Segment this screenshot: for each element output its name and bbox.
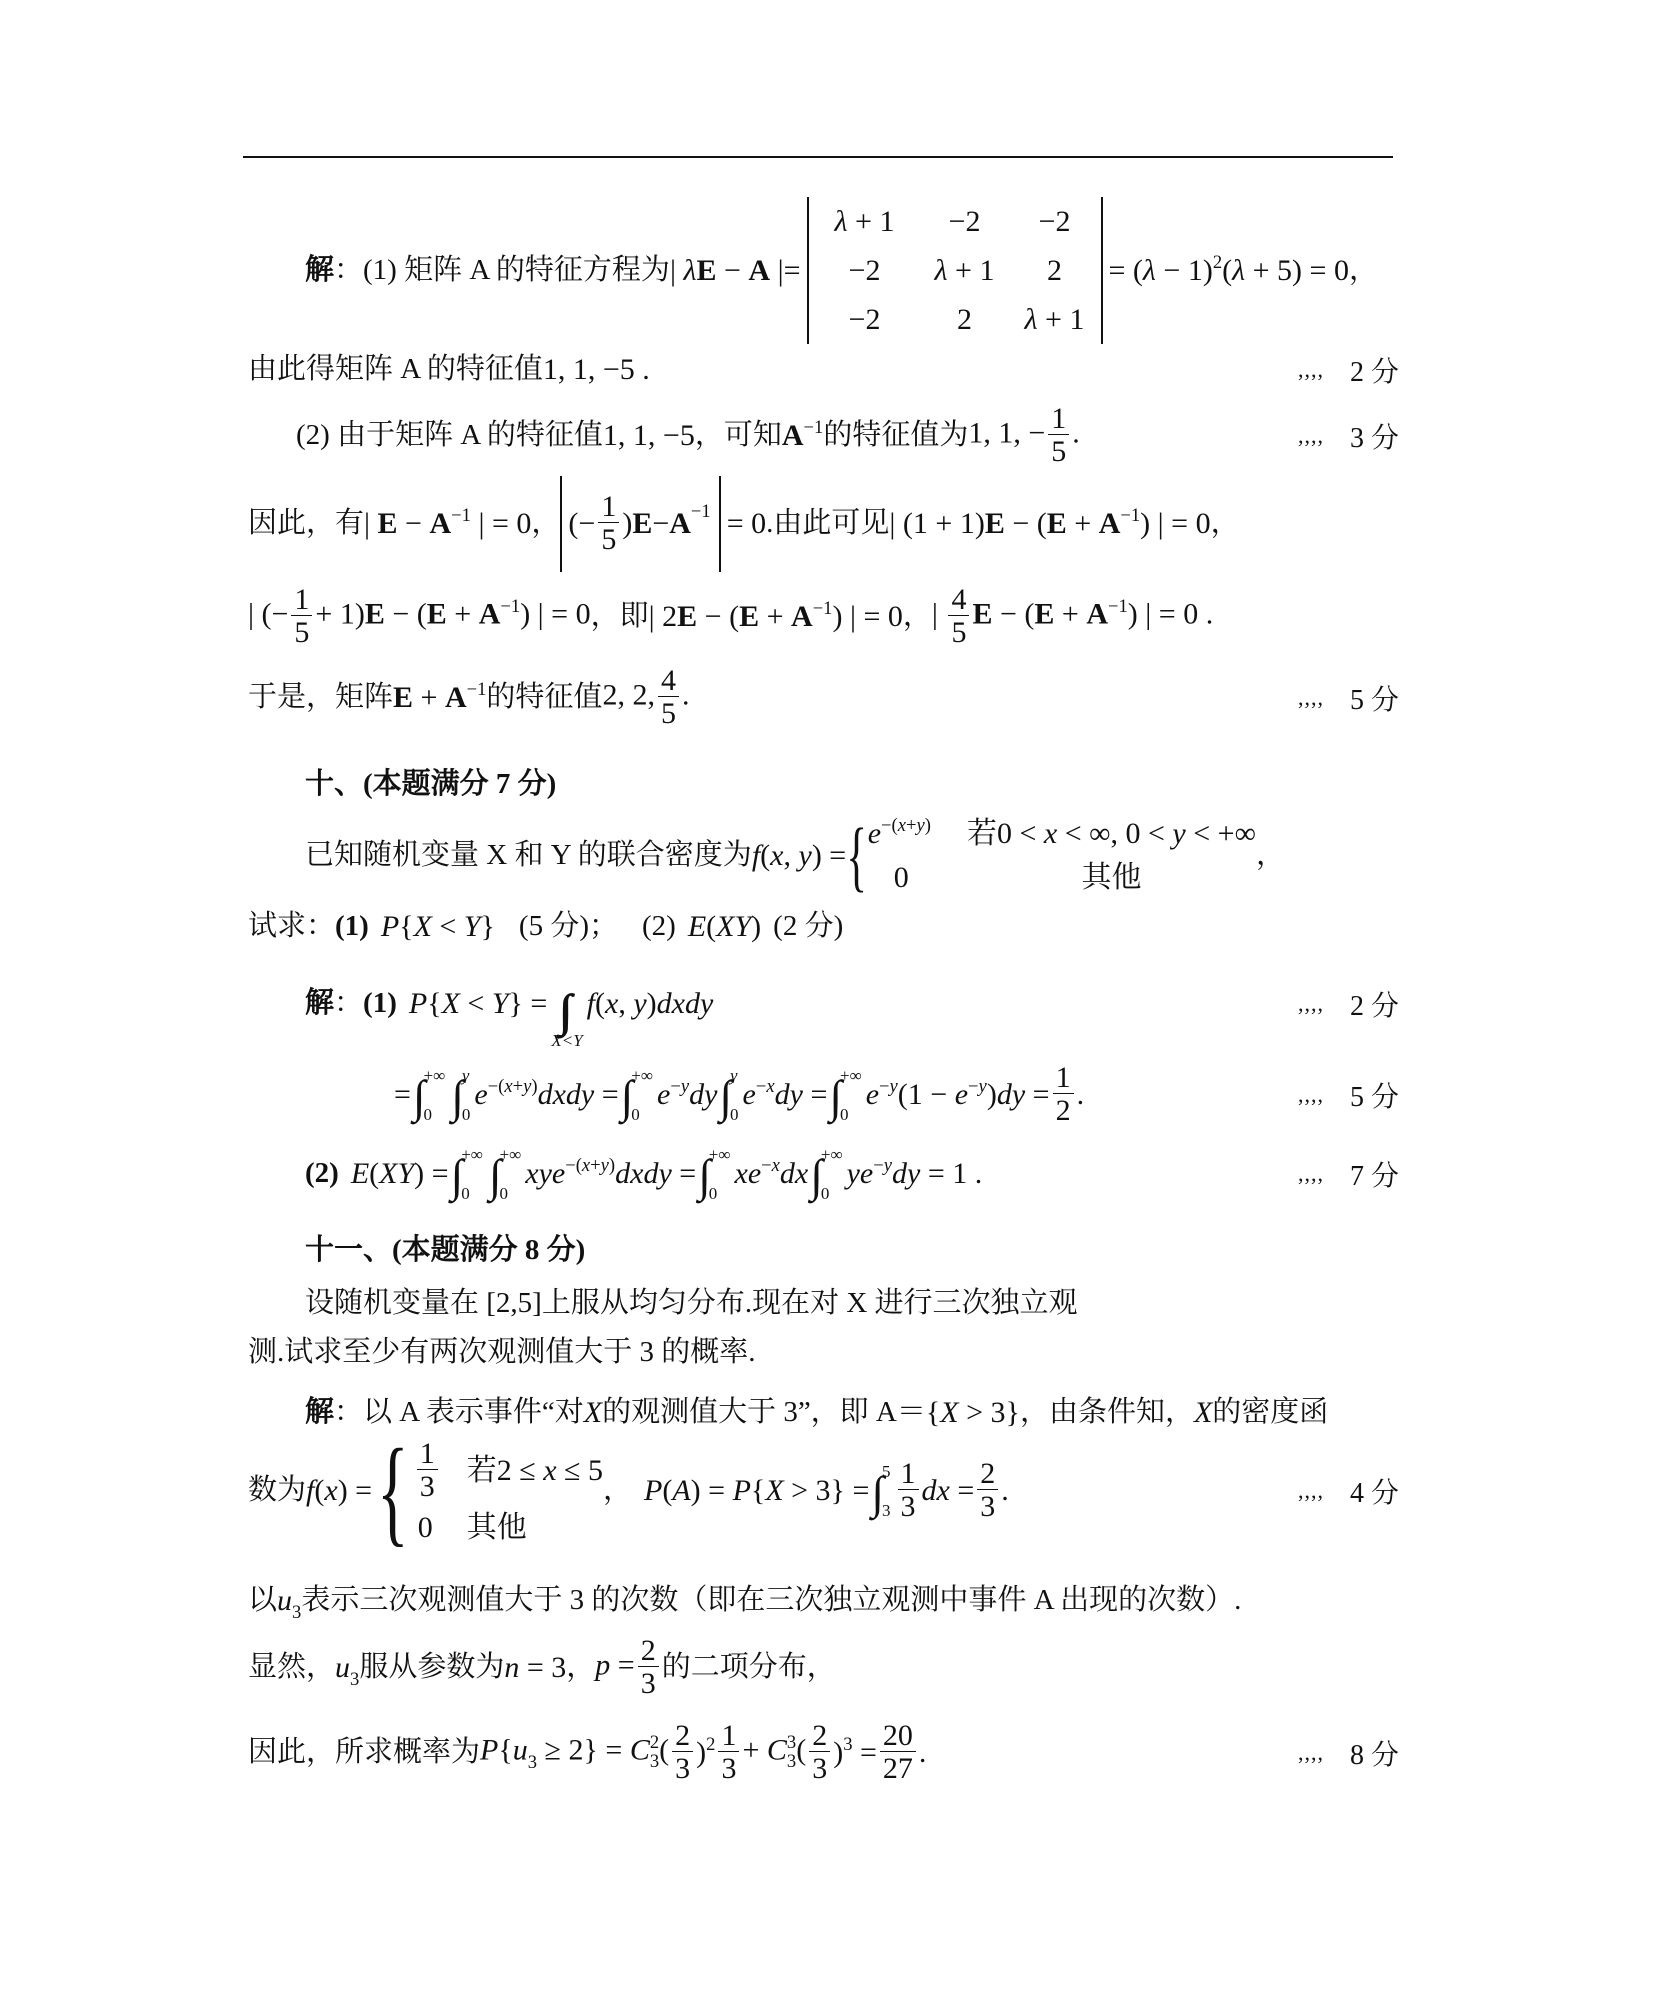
score-mark: ,,,, 2 分 bbox=[1298, 356, 1400, 388]
solution-11-line-2: 数为 f(x) = { $\frac{1}{3}$ 若2 ≤ x ≤ 5 0 其他 ， P(A) = P{X > 3} = ∫ 5 3 $\frac{1}{3}$ dx = $\frac{2}{3}$ . bbox=[248, 1423, 1009, 1557]
solution-line-3: (2) 由于矩阵 A 的特征值 1, 1, −5 ，可知 $A^{-1}$ 的特征值为 1, 1, − $\frac{1}{5}$ . bbox=[296, 401, 1080, 469]
solution-10-part1: 解 ： (1) P{X < Y} = X<Y f(x, y)dxdy bbox=[305, 986, 714, 1050]
score-mark: ,,,, 8 分 bbox=[1298, 1739, 1400, 1771]
solution-11-line-1: 解 ：以 A 表示事件“对 X 的观测值大于 3”，即 A＝ {X > 3} ，由条件知， X 的密度函 bbox=[305, 1395, 1329, 1429]
brace: { bbox=[846, 811, 868, 899]
score-mark: ,,,, 5 分 bbox=[1298, 1081, 1400, 1113]
solution-11-line-5: 因此，所求概率为 $P\{u_3 \ge 2\} = C$ 2 3 ( $\frac{2}{3}$ )$^2$ $\frac{1}{3}$ + C 3 3 ( $\frac{2}{3}$ )$^3$ = $\frac{20}{27}$ . bbox=[248, 1718, 927, 1786]
solution-10-part2: (2) E(XY) = ∫ +∞ 0 ∫ +∞ 0 xye$^{-(x+y)}$dxdy = ∫ +∞ 0 $xe^{-x}dx$ ∫ +∞ 0 $ye^{-y}dy = 1$ . bbox=[305, 1144, 983, 1203]
score-mark: ,,,, 2 分 bbox=[1298, 990, 1400, 1022]
score-mark: ,,,, 5 分 bbox=[1298, 684, 1400, 716]
solution-line-5: | (− $\frac{1}{5}$ + $1)E - (E + A^{-1})$ | = 0 ，即 | $2E - (E + A^{-1})$ | = 0 ， | $\frac{4}{5}$ $E - (E + A^{-1})$ | = 0 . bbox=[248, 582, 1214, 650]
brace: { bbox=[377, 1423, 409, 1557]
determinant: λ + 1 −2 −2 −2 λ + 1 2 −2 2 λ + 1 bbox=[801, 197, 1109, 344]
solution-10-integral: = ∫ +∞ 0 ∫ y 0 $e^{-(x+y)}dxdy$ = ∫ +∞ 0 $e^{-y}dy$ ∫ y 0 $e^{-x}dy$ = ∫ +∞ 0 $e^{-y}(1 - e^{-y})dy$ = $\frac{1}{2}$ . bbox=[394, 1060, 1085, 1128]
score-mark: ,,,, 4 分 bbox=[1298, 1477, 1400, 1509]
text: ：(1) 矩阵 A 的特征方程为 bbox=[334, 254, 670, 286]
piecewise-cases: $\frac{1}{3}$ 若2 ≤ x ≤ 5 0 其他 bbox=[417, 1436, 603, 1545]
question-11-text: 测.试求至少有两次观测值大于 3 的概率. bbox=[248, 1336, 756, 1368]
double-integral: X<Y bbox=[551, 1031, 583, 1050]
header-rule bbox=[243, 156, 1393, 158]
solution-line-6: 于是，矩阵 $E + A^{-1}$ 的特征值 2, 2, $\frac{4}{5}$ . bbox=[248, 663, 690, 731]
question-10-ask: 试求： (1) P{X < Y} (5 分)； (2) E(XY) (2 分) bbox=[248, 909, 844, 943]
solution-11-line-3: 以 $u_3$ 表示三次观测值大于 3 的次数（即在三次独立观测中事件 A 出现的次数）. bbox=[248, 1583, 1242, 1623]
section-heading: 十一、(本题满分 8 分) bbox=[305, 1234, 586, 1266]
solution-line-1: 解 ：(1) 矩阵 A 的特征方程为 | λE − A |= λ + 1 −2 −2 −2 λ + 1 2 −2 2 λ + 1 = $(\lambda - 1)^2(\lambda + 5) = 0$ ， bbox=[305, 270, 1378, 271]
math-expr: = $(\lambda - 1)^2(\lambda + 5) = 0$ bbox=[1108, 251, 1349, 287]
piecewise-cases: $e^{-(x+y)}$ 若0 < x < ∞, 0 < y < +∞ 0 其他 bbox=[867, 814, 1256, 894]
math-expr: | λE − A |= bbox=[669, 253, 801, 287]
solution-11-line-4: 显然， $u_3$ 服从参数为 n = 3 ， p = $\frac{2}{3}$ 的二项分布， bbox=[248, 1633, 836, 1701]
solution-line-4: 因此，有 | $E - A^{-1}$ | = 0 ， (− $\frac{1}{5}$ ) E − A −1 = 0 .由此可见 | $(1 + 1)E - (E + A^{-1})$ | = 0 ， bbox=[248, 523, 1240, 524]
question-11-text: 设随机变量在 [2,5]上服从均匀分布.现在对 X 进行三次独立观 bbox=[305, 1287, 1078, 1319]
solution-label: 解 bbox=[305, 254, 335, 286]
solution-line-2: 由此得矩阵 A 的特征值 1, 1, −5 . bbox=[248, 352, 650, 386]
section-heading: 十、(本题满分 7 分) bbox=[305, 768, 557, 800]
question-10-text: 已知随机变量 X 和 Y 的联合密度为 f(x, y) = { $e^{-(x+y)}$ 若0 < x < ∞, 0 < y < +∞ 0 其他 ， bbox=[305, 811, 1285, 899]
score-mark: ,,,, 7 分 bbox=[1298, 1160, 1400, 1192]
score-mark: ,,,, 3 分 bbox=[1298, 422, 1400, 454]
